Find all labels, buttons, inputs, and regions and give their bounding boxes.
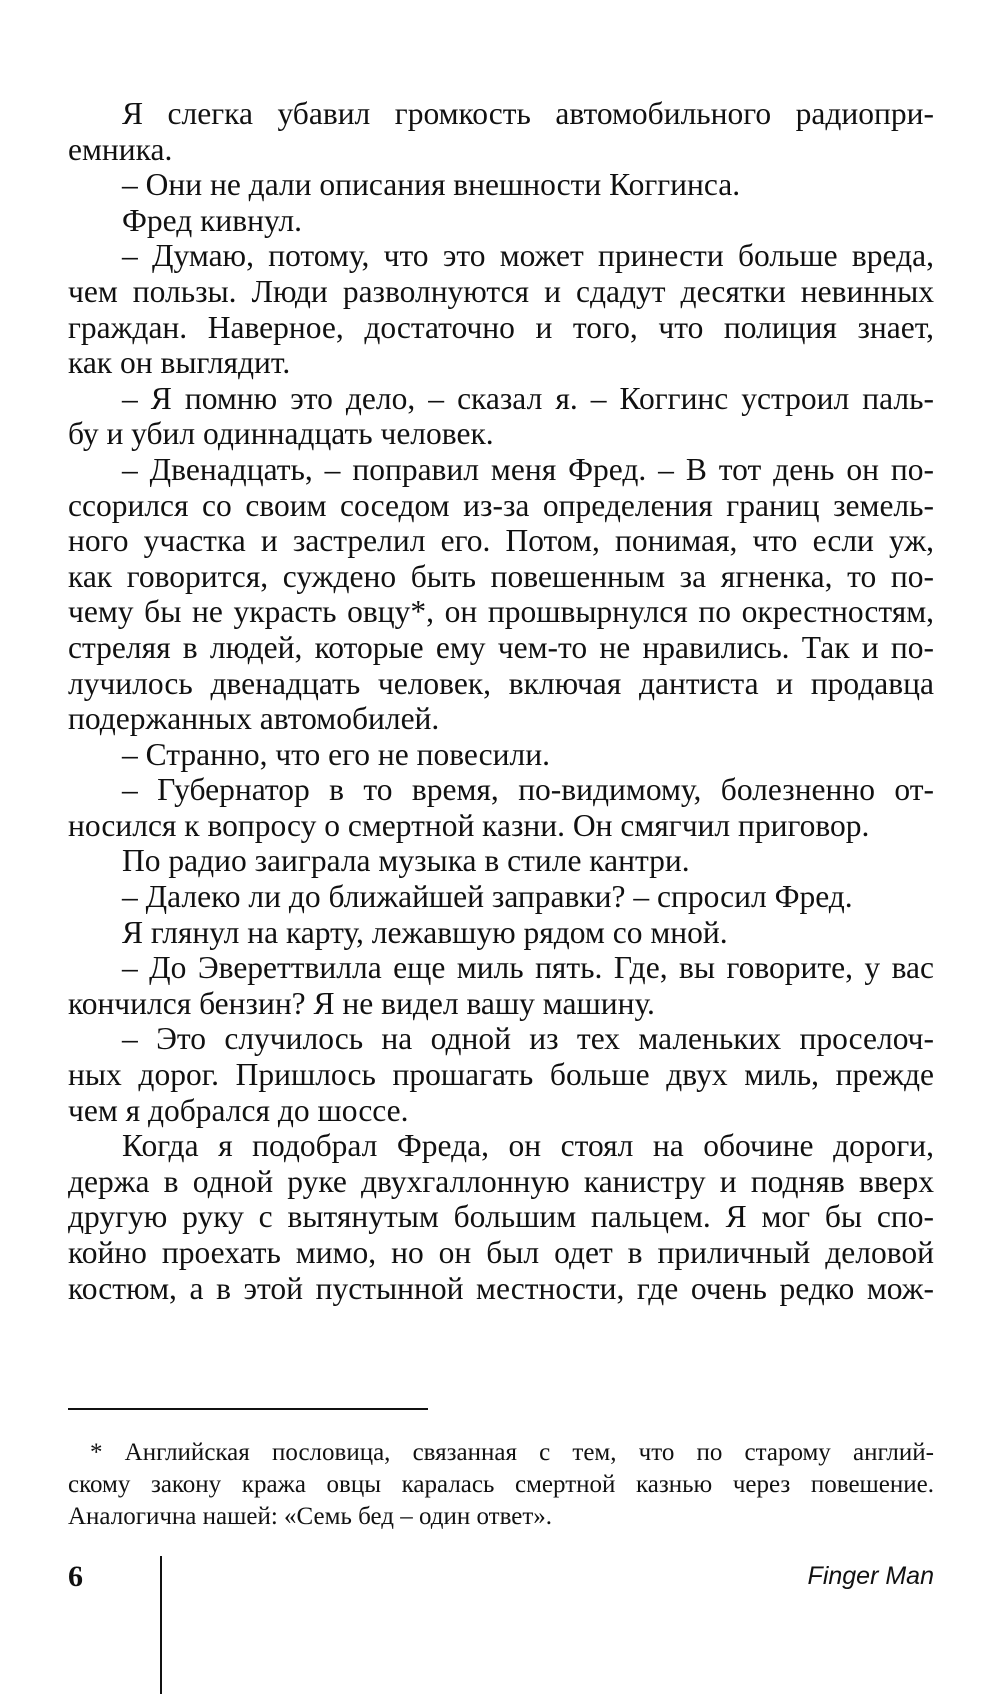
footnote-line: скому закону кража овцы каралась смертной казнью через повешение. (68, 1471, 934, 1498)
text-line: Я слегка убавил громкость автомобильного радиопри- (122, 96, 934, 131)
text-line: ного участка и застрелил его. Потом, понимая, что если уж, (68, 523, 934, 559)
text-line: костюм, а в этой пустынной местности, где очень редко мож- (68, 1270, 934, 1306)
text-line: граждан. Наверное, достаточно и того, что полиция знает, (68, 309, 934, 345)
text-line: бу и убил одиннадцать человек. (68, 416, 494, 452)
footnote-divider (68, 1408, 428, 1410)
main-text (68, 96, 934, 1306)
text-line: – Странно, что его не повесили. (122, 736, 550, 772)
footnote-line: Аналогична нашей: «Семь бед – один ответ». (68, 1503, 553, 1530)
text-line: койно проехать мимо, но он был одет в приличный деловой (68, 1235, 934, 1270)
running-title: Finger Man (807, 1562, 934, 1590)
text-line: Когда я подобрал Фреда, он стоял на обочине дороги, (122, 1128, 934, 1164)
footer-divider (160, 1556, 162, 1694)
text-line: По радио заиграла музыка в стиле кантри. (122, 843, 690, 879)
text-line: чем я добрался до шоссе. (68, 1092, 409, 1128)
text-line: – Далеко ли до ближайшей заправки? – спросил Фред. (122, 879, 853, 915)
text-line: емника. (68, 131, 173, 167)
text-line: ссорился со своим соседом из-за определения границ земель- (68, 487, 934, 523)
text-line: лучилось двенадцать человек, включая дантиста и продавца (68, 665, 934, 701)
page-number: 6 (68, 1560, 83, 1593)
text-line: как говорится, суждено быть повешенным за ягненка, то по- (68, 558, 934, 594)
footnote-line: * Английская пословица, связанная с тем, что по старому англий- (90, 1439, 934, 1466)
text-line: ных дорог. Пришлось прошагать больше двух миль, прежде (68, 1057, 934, 1093)
text-line: – Я помню это дело, – сказал я. – Коггинс устроил паль- (122, 380, 934, 416)
text-line: – Они не дали описания внешности Коггинса. (122, 167, 741, 203)
text-line: – До Эвереттвилла еще миль пять. Где, вы говорите, у вас (122, 950, 934, 986)
text-line: – Губернатор в то время, по-видимому, болезненно от- (122, 772, 934, 808)
text-line: кончился бензин? Я не видел вашу машину. (68, 985, 655, 1021)
text-line: – Двенадцать, – поправил меня Фред. – В тот день он по- (122, 451, 934, 487)
text-line: другую руку с вытянутым большим пальцем. Я мог бы спо- (68, 1199, 934, 1235)
text-line: подержанных автомобилей. (68, 701, 440, 737)
text-line: держа в одной руке двухгаллонную канистру и подняв вверх (68, 1163, 934, 1199)
text-line: – Думаю, потому, что это может принести больше вреда, (122, 238, 934, 274)
text-line: Фред кивнул. (122, 202, 302, 238)
text-line: как он выглядит. (68, 345, 291, 381)
text-line: чему бы не украсть овцу*, он прошвырнулся по окрестностям, (68, 594, 934, 630)
text-line: Я глянул на карту, лежавшую рядом со мной. (122, 914, 728, 950)
footnote (68, 1437, 934, 1533)
text-line: – Это случилось на одной из тех маленьких проселоч- (122, 1021, 934, 1057)
text-line: носился к вопросу о смертной казни. Он смягчил приговор. (68, 807, 870, 843)
text-line: стреляя в людей, которые ему чем-то не нравились. Так и по- (68, 629, 934, 665)
text-line: чем пользы. Люди разволнуются и сдадут десятки невинных (68, 273, 934, 309)
